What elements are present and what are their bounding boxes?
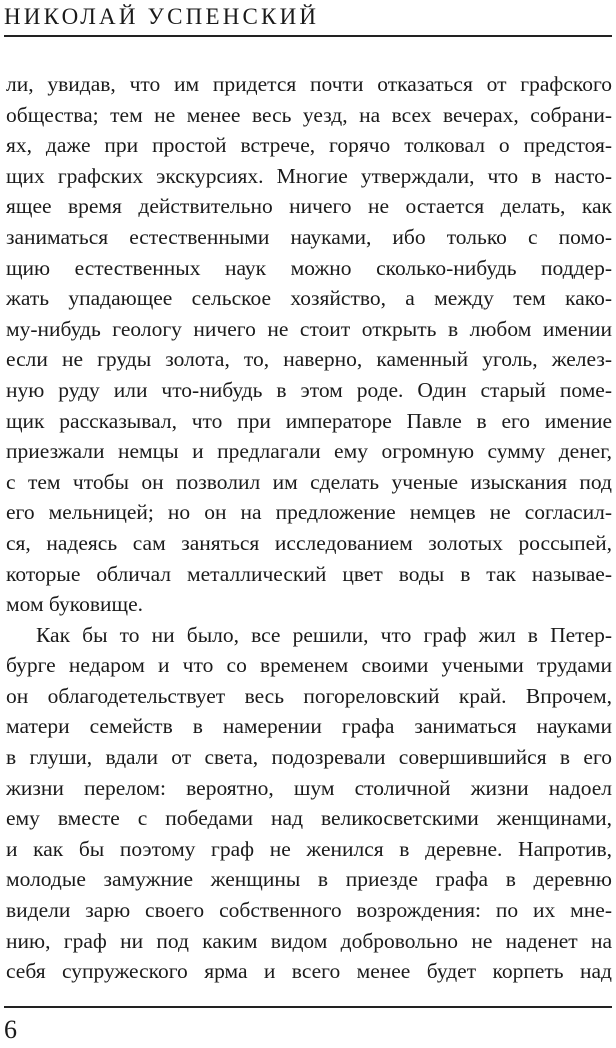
- text-line: матери семейств в намерении графа заниматься науками: [6, 714, 612, 739]
- text-line: которые обличал металлический цвет воды в так называе-: [6, 561, 612, 586]
- text-line: его мельницей; но он на предложение немцев не согласил-: [6, 500, 612, 525]
- running-header: [4, 2, 612, 36]
- text-line: общества; тем не менее весь уезд, на всех вечерах, собрани-: [6, 102, 612, 127]
- header-divider: [4, 35, 612, 37]
- footer-divider: [4, 1006, 612, 1008]
- text-line: нию, граф ни под каким видом добровольно не наденет на: [6, 928, 612, 953]
- text-line: жать упадающее сельское хозяйство, а между тем како-: [6, 286, 612, 311]
- text-line: он облагодетельствует весь погореловский край. Впрочем,: [6, 683, 612, 708]
- text-line: ся, надеясь сам заняться исследованием золотых россыпей,: [6, 530, 612, 555]
- text-line: мом буковище.: [6, 592, 144, 617]
- text-line: видели зарю своего собственного возрождения: по их мне-: [6, 898, 612, 923]
- body-text: [6, 69, 612, 987]
- text-line: себя супружеского ярма и всего менее будет корпеть над: [6, 959, 612, 984]
- text-line: и как бы поэтому граф не женился в деревне. Напротив,: [6, 836, 612, 861]
- text-line: ящее время действительно ничего не остается делать, как: [6, 194, 612, 219]
- text-line: если не груды золота, то, наверно, каменный уголь, желез-: [6, 347, 612, 372]
- text-line: ли, увидав, что им придется почти отказаться от графского: [6, 72, 612, 96]
- text-line: щих графских экскурсиях. Многие утверждали, что в насто-: [6, 163, 612, 188]
- text-line: приезжали немцы и предлагали ему огромную сумму денег,: [6, 439, 612, 464]
- text-line: заниматься естественными науками, ибо только с помо-: [6, 224, 612, 249]
- text-line: с тем чтобы он позволил им сделать ученые изыскания под: [6, 469, 612, 494]
- running-title: НИКОЛАЙ УСПЕНСКИЙ: [4, 4, 320, 29]
- text-line: щик рассказывал, что при императоре Павле в его имение: [6, 408, 612, 433]
- text-line: ему вместе с победами над великосветскими женщинами,: [6, 806, 612, 831]
- text-line: в глуши, вдали от света, подозревали совершившийся в его: [6, 745, 612, 770]
- page-number: 6: [4, 1015, 17, 1044]
- text-line: му-нибудь геологу ничего не стоит открыть в любом имении: [6, 316, 612, 341]
- text-line: жизни перелом: вероятно, шум столичной жизни надоел: [6, 775, 612, 800]
- text-line: бурге недаром и что со временем своими учеными трудами: [6, 653, 612, 678]
- text-line: молодые замужние женщины в приезде графа в деревню: [6, 867, 612, 892]
- text-line: ях, даже при простой встрече, горячо толковал о предстоя-: [6, 133, 612, 158]
- text-line: ную руду или что-нибудь в этом роде. Один старый поме-: [6, 377, 612, 402]
- text-line: щию естественных наук можно сколько-нибудь поддер-: [6, 255, 612, 280]
- text-line: Как бы то ни было, все решили, что граф жил в Петер-: [36, 622, 612, 647]
